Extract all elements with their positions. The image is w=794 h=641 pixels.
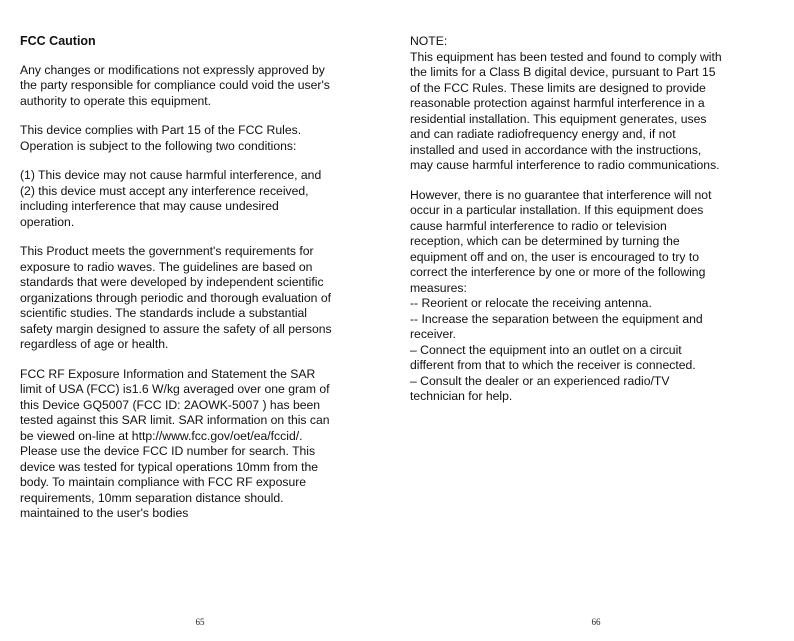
text-line: Any changes or modifications not expressly approved by xyxy=(20,62,325,77)
text-line: residential installation. This equipment generates, uses xyxy=(410,111,707,126)
paragraph xyxy=(20,123,390,154)
text-line: of the FCC Rules. These limits are designed to provide xyxy=(410,80,706,95)
text-line: Please use the device FCC ID number for search. This xyxy=(20,444,316,458)
text-line: be viewed on-line at http://www.fcc.gov/oet/ea/fccid/. xyxy=(20,428,303,443)
text-line: regardless of age or health. xyxy=(20,337,169,351)
text-line: This device complies with Part 15 of the FCC Rules. xyxy=(20,123,302,137)
text-line: scientific studies. The standards include a substantial xyxy=(20,306,308,320)
text-line: maintained to the user's bodies xyxy=(20,506,189,520)
text-line: the party responsible for compliance could void the user's xyxy=(20,78,330,92)
text-line: reception, which can be determined by turning the xyxy=(410,234,680,248)
page-number: 66 xyxy=(591,617,601,627)
text-line: receiver. xyxy=(410,327,457,341)
page-number: 65 xyxy=(195,617,205,627)
text-line: However, there is no guarantee that interference will not xyxy=(410,187,712,202)
text-line: This equipment has been tested and found to comply with xyxy=(410,49,722,64)
text-line: technician for help. xyxy=(410,389,513,403)
text-line: – Consult the dealer or an experienced radio/TV xyxy=(410,373,670,388)
text-line: (1) This device may not cause harmful interference, and xyxy=(20,168,322,182)
left-paragraphs xyxy=(20,63,390,522)
text-line: -- Increase the separation between the equipment and xyxy=(410,311,703,326)
text-line: the limits for a Class B digital device, pursuant to Part 15 xyxy=(410,65,716,79)
paragraph xyxy=(20,168,390,230)
paragraph xyxy=(410,34,782,174)
text-line: (2) this device must accept any interference received, xyxy=(20,183,309,198)
text-line: equipment off and on, the user is encouraged to try to xyxy=(410,249,700,264)
text-line: -- Reorient or relocate the receiving antenna. xyxy=(410,296,652,310)
paragraph xyxy=(20,367,390,522)
text-line: operation. xyxy=(20,214,75,229)
page-heading: FCC Caution xyxy=(20,34,96,48)
text-line: reasonable protection against harmful interference in a xyxy=(410,96,705,110)
text-line: authority to operate this equipment. xyxy=(20,93,212,108)
text-line: installed and used in accordance with the instructions, xyxy=(410,142,702,157)
text-line: FCC RF Exposure Information and Statement the SAR xyxy=(20,366,316,381)
text-line: exposure to radio waves. The guidelines are based on xyxy=(20,259,313,274)
text-line: – Connect the equipment into an outlet on a circuit xyxy=(410,342,682,357)
text-line: organizations through periodic and thorough evaluation of xyxy=(20,290,332,305)
text-line: may cause harmful interference to radio communications. xyxy=(410,158,720,172)
text-line: requirements, 10mm separation distance should. xyxy=(20,490,284,505)
right-page xyxy=(397,0,794,641)
text-line: this Device GQ5007 (FCC ID: 2AOWK-5007 ) has been xyxy=(20,397,321,412)
left-column xyxy=(20,34,390,536)
text-line: limit of USA (FCC) is1.6 W/kg averaged over one gram of xyxy=(20,382,330,396)
paragraph xyxy=(20,244,390,353)
text-line: body. To maintain compliance with FCC RF exposure xyxy=(20,475,307,489)
right-column xyxy=(410,34,782,419)
right-paragraphs xyxy=(410,34,782,405)
text-line: occur in a particular installation. If this equipment does xyxy=(410,203,704,217)
text-line: and can radiate radiofrequency energy and, if not xyxy=(410,127,676,141)
text-line: measures: xyxy=(410,280,467,295)
text-line: NOTE: xyxy=(410,34,448,48)
text-line: tested against this SAR limit. SAR information on this can xyxy=(20,413,330,427)
text-line: standards that were developed by independent scientific xyxy=(20,275,324,289)
text-line: correct the interference by one or more of the following xyxy=(410,265,706,279)
text-line: including interference that may cause undesired xyxy=(20,199,279,213)
paragraph xyxy=(20,63,390,110)
text-line: This Product meets the government's requirements for xyxy=(20,244,314,258)
text-line: Operation is subject to the following two conditions: xyxy=(20,138,297,153)
text-line: different from that to which the receiver is connected. xyxy=(410,358,696,372)
text-line: device was tested for typical operations 10mm from the xyxy=(20,459,319,474)
text-line: safety margin designed to assure the safety of all persons xyxy=(20,321,332,336)
paragraph xyxy=(410,188,782,405)
text-line: cause harmful interference to radio or television xyxy=(410,218,667,233)
